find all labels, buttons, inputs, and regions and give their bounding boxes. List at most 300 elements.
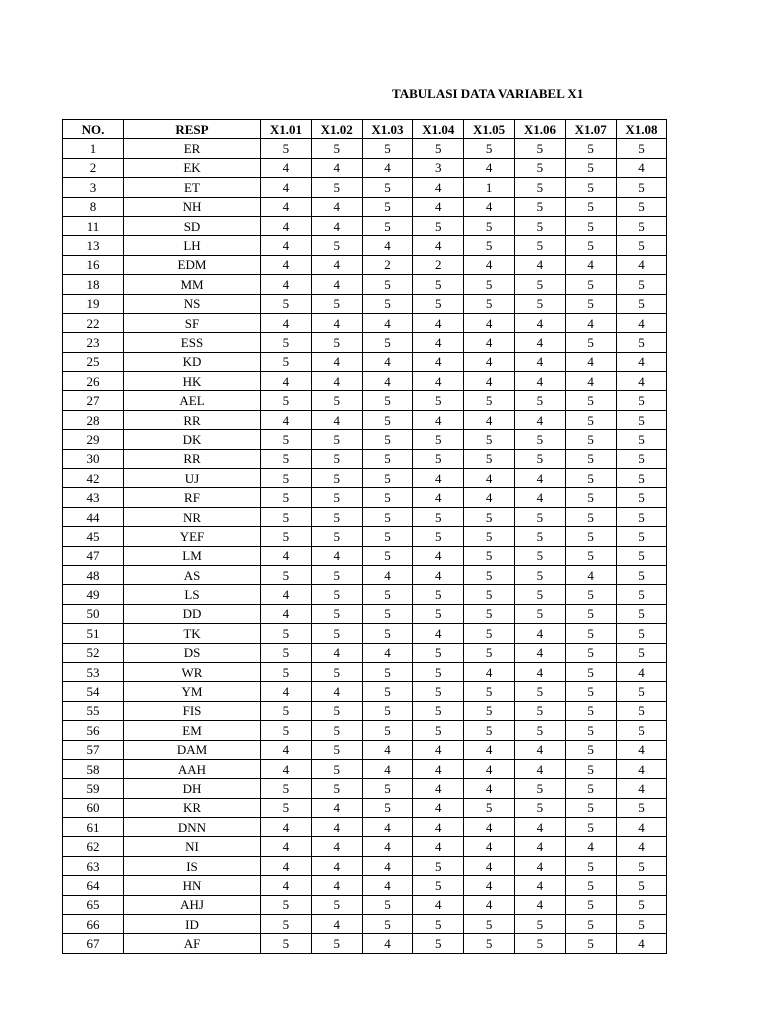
respondent-cell: ID: [124, 915, 261, 934]
score-cell: 5: [261, 565, 312, 584]
score-cell: 5: [565, 604, 616, 623]
score-cell: 4: [311, 915, 362, 934]
score-cell: 4: [261, 585, 312, 604]
score-cell: 4: [413, 469, 464, 488]
score-cell: 4: [464, 333, 515, 352]
score-cell: 4: [261, 818, 312, 837]
score-cell: 5: [261, 721, 312, 740]
score-cell: 5: [413, 876, 464, 895]
table-row: [63, 604, 667, 623]
score-cell: 5: [261, 507, 312, 526]
document-title: TABULASI DATA VARIABEL X1: [392, 86, 584, 101]
score-cell: 4: [261, 197, 312, 216]
row-number-cell: 19: [63, 294, 124, 313]
score-cell: 4: [362, 856, 413, 875]
score-cell: 5: [464, 236, 515, 255]
score-cell: 5: [565, 798, 616, 817]
score-cell: 4: [514, 352, 565, 371]
score-cell: 4: [261, 740, 312, 759]
column-header: X1.02: [311, 120, 362, 139]
score-cell: 4: [311, 410, 362, 429]
score-cell: 4: [413, 488, 464, 507]
respondent-cell: YM: [124, 682, 261, 701]
score-cell: 5: [565, 915, 616, 934]
table-row: [63, 410, 667, 429]
score-cell: 5: [464, 527, 515, 546]
respondent-cell: DD: [124, 604, 261, 623]
row-number-cell: 26: [63, 372, 124, 391]
score-cell: 5: [362, 662, 413, 681]
respondent-cell: UJ: [124, 469, 261, 488]
score-cell: 5: [565, 759, 616, 778]
score-cell: 4: [464, 759, 515, 778]
score-cell: 5: [311, 759, 362, 778]
score-cell: 4: [362, 740, 413, 759]
score-cell: 4: [311, 818, 362, 837]
score-cell: 5: [565, 546, 616, 565]
score-cell: 5: [565, 391, 616, 410]
score-cell: 4: [261, 856, 312, 875]
score-cell: 5: [311, 139, 362, 158]
score-cell: 5: [362, 294, 413, 313]
score-cell: 5: [514, 527, 565, 546]
score-cell: 5: [514, 158, 565, 177]
score-cell: 4: [464, 876, 515, 895]
table-row: [63, 915, 667, 934]
score-cell: 4: [362, 236, 413, 255]
score-cell: 4: [616, 313, 667, 332]
score-cell: 4: [413, 740, 464, 759]
column-header: X1.07: [565, 120, 616, 139]
row-number-cell: 56: [63, 721, 124, 740]
score-cell: 5: [311, 721, 362, 740]
score-cell: 5: [413, 507, 464, 526]
score-cell: 5: [616, 275, 667, 294]
table-row: [63, 372, 667, 391]
score-cell: 4: [413, 818, 464, 837]
score-cell: 2: [413, 255, 464, 274]
respondent-cell: AHJ: [124, 895, 261, 914]
table-row: [63, 662, 667, 681]
score-cell: 4: [261, 178, 312, 197]
row-number-cell: 50: [63, 604, 124, 623]
score-cell: 4: [362, 934, 413, 953]
table-row: [63, 197, 667, 216]
score-cell: 5: [514, 449, 565, 468]
score-cell: 4: [413, 236, 464, 255]
score-cell: 4: [464, 488, 515, 507]
table-row: [63, 779, 667, 798]
score-cell: 4: [362, 837, 413, 856]
respondent-cell: AF: [124, 934, 261, 953]
score-cell: 5: [616, 391, 667, 410]
score-cell: 4: [311, 275, 362, 294]
score-cell: 4: [616, 837, 667, 856]
score-cell: 4: [413, 624, 464, 643]
respondent-cell: EK: [124, 158, 261, 177]
respondent-cell: LS: [124, 585, 261, 604]
score-cell: 4: [362, 643, 413, 662]
respondent-cell: AS: [124, 565, 261, 584]
score-cell: 5: [616, 682, 667, 701]
respondent-cell: TK: [124, 624, 261, 643]
score-cell: 5: [565, 779, 616, 798]
column-header: X1.06: [514, 120, 565, 139]
score-cell: 4: [261, 275, 312, 294]
row-number-cell: 1: [63, 139, 124, 158]
respondent-cell: DNN: [124, 818, 261, 837]
respondent-cell: WR: [124, 662, 261, 681]
score-cell: 5: [311, 294, 362, 313]
score-cell: 5: [616, 333, 667, 352]
score-cell: 5: [362, 915, 413, 934]
score-cell: 4: [311, 682, 362, 701]
score-cell: 5: [514, 565, 565, 584]
score-cell: 5: [413, 856, 464, 875]
score-cell: 5: [616, 915, 667, 934]
table-row: [63, 759, 667, 778]
score-cell: 5: [565, 818, 616, 837]
score-cell: 5: [514, 934, 565, 953]
score-cell: 5: [464, 624, 515, 643]
respondent-cell: HK: [124, 372, 261, 391]
score-cell: 5: [311, 430, 362, 449]
score-cell: 5: [413, 139, 464, 158]
score-cell: 5: [362, 197, 413, 216]
score-cell: 5: [565, 507, 616, 526]
score-cell: 5: [362, 895, 413, 914]
score-cell: 4: [464, 469, 515, 488]
score-cell: 4: [514, 624, 565, 643]
column-header: NO.: [63, 120, 124, 139]
score-cell: 5: [413, 585, 464, 604]
score-cell: 5: [413, 527, 464, 546]
score-cell: 4: [413, 372, 464, 391]
row-number-cell: 28: [63, 410, 124, 429]
score-cell: 5: [362, 469, 413, 488]
score-cell: 5: [565, 876, 616, 895]
score-cell: 5: [362, 488, 413, 507]
score-cell: 4: [514, 255, 565, 274]
score-cell: 5: [261, 527, 312, 546]
score-cell: 5: [616, 469, 667, 488]
respondent-cell: EDM: [124, 255, 261, 274]
score-cell: 4: [261, 546, 312, 565]
score-cell: 1: [464, 178, 515, 197]
score-cell: 5: [616, 527, 667, 546]
table-row: [63, 740, 667, 759]
score-cell: 4: [464, 197, 515, 216]
score-cell: 4: [311, 546, 362, 565]
score-cell: 4: [514, 410, 565, 429]
score-cell: 4: [514, 333, 565, 352]
score-cell: 5: [413, 662, 464, 681]
row-number-cell: 65: [63, 895, 124, 914]
table-row: [63, 701, 667, 720]
score-cell: 5: [261, 779, 312, 798]
row-number-cell: 11: [63, 216, 124, 235]
score-cell: 5: [565, 624, 616, 643]
score-cell: 5: [464, 449, 515, 468]
score-cell: 4: [616, 818, 667, 837]
column-header: X1.01: [261, 120, 312, 139]
score-cell: 5: [362, 430, 413, 449]
column-header: RESP: [124, 120, 261, 139]
score-cell: 5: [413, 721, 464, 740]
score-cell: 5: [362, 527, 413, 546]
score-cell: 5: [464, 934, 515, 953]
score-cell: 4: [362, 876, 413, 895]
score-cell: 5: [362, 178, 413, 197]
table-row: [63, 139, 667, 158]
score-cell: 5: [616, 294, 667, 313]
score-cell: 4: [464, 818, 515, 837]
score-cell: 5: [464, 585, 515, 604]
score-cell: 5: [616, 895, 667, 914]
score-cell: 5: [311, 604, 362, 623]
row-number-cell: 42: [63, 469, 124, 488]
score-cell: 5: [514, 178, 565, 197]
score-cell: 5: [565, 178, 616, 197]
score-cell: 5: [514, 139, 565, 158]
score-cell: 5: [261, 662, 312, 681]
score-cell: 4: [616, 662, 667, 681]
score-cell: 5: [311, 333, 362, 352]
score-cell: 5: [261, 294, 312, 313]
score-cell: 4: [311, 837, 362, 856]
score-cell: 4: [362, 158, 413, 177]
score-cell: 5: [464, 294, 515, 313]
score-cell: 5: [311, 662, 362, 681]
score-cell: 5: [311, 507, 362, 526]
score-cell: 5: [362, 798, 413, 817]
score-cell: 5: [413, 391, 464, 410]
score-cell: 5: [362, 701, 413, 720]
score-cell: 5: [261, 391, 312, 410]
table-row: [63, 469, 667, 488]
score-cell: 5: [261, 701, 312, 720]
respondent-cell: RR: [124, 449, 261, 468]
score-cell: 4: [413, 313, 464, 332]
score-cell: 4: [311, 643, 362, 662]
score-cell: 4: [413, 798, 464, 817]
row-number-cell: 55: [63, 701, 124, 720]
respondent-cell: KR: [124, 798, 261, 817]
score-cell: 5: [311, 178, 362, 197]
respondent-cell: KD: [124, 352, 261, 371]
score-cell: 5: [514, 915, 565, 934]
score-cell: 5: [514, 216, 565, 235]
score-cell: 5: [261, 488, 312, 507]
score-cell: 5: [565, 294, 616, 313]
score-cell: 4: [261, 255, 312, 274]
score-cell: 4: [514, 372, 565, 391]
score-cell: 4: [565, 352, 616, 371]
score-cell: 4: [362, 352, 413, 371]
score-cell: 5: [464, 216, 515, 235]
score-cell: 4: [514, 643, 565, 662]
row-number-cell: 58: [63, 759, 124, 778]
score-cell: 5: [362, 546, 413, 565]
score-cell: 4: [311, 255, 362, 274]
score-cell: 5: [362, 604, 413, 623]
row-number-cell: 53: [63, 662, 124, 681]
table-row: [63, 294, 667, 313]
score-cell: 4: [514, 313, 565, 332]
score-cell: 4: [362, 372, 413, 391]
score-cell: 4: [362, 565, 413, 584]
respondent-cell: AEL: [124, 391, 261, 410]
score-cell: 4: [514, 837, 565, 856]
row-number-cell: 22: [63, 313, 124, 332]
column-header: X1.03: [362, 120, 413, 139]
score-cell: 5: [311, 527, 362, 546]
score-cell: 5: [616, 197, 667, 216]
row-number-cell: 62: [63, 837, 124, 856]
score-cell: 5: [464, 546, 515, 565]
score-cell: 4: [261, 682, 312, 701]
score-cell: 5: [464, 915, 515, 934]
table-header-row: [63, 120, 667, 139]
respondent-cell: LM: [124, 546, 261, 565]
table-row: [63, 585, 667, 604]
score-cell: 4: [464, 662, 515, 681]
score-cell: 5: [514, 721, 565, 740]
score-cell: 5: [261, 915, 312, 934]
row-number-cell: 43: [63, 488, 124, 507]
table-row: [63, 275, 667, 294]
table-body: [63, 139, 667, 953]
table-row: [63, 856, 667, 875]
table-row: [63, 895, 667, 914]
score-cell: 5: [565, 449, 616, 468]
score-cell: 5: [616, 565, 667, 584]
score-cell: 5: [362, 410, 413, 429]
respondent-cell: YEF: [124, 527, 261, 546]
score-cell: 4: [616, 255, 667, 274]
score-cell: 5: [413, 643, 464, 662]
score-cell: 4: [514, 759, 565, 778]
score-cell: 4: [616, 779, 667, 798]
score-cell: 4: [514, 895, 565, 914]
score-cell: 4: [464, 255, 515, 274]
score-cell: 4: [464, 856, 515, 875]
score-cell: 5: [261, 352, 312, 371]
row-number-cell: 23: [63, 333, 124, 352]
respondent-cell: SD: [124, 216, 261, 235]
score-cell: 5: [261, 449, 312, 468]
score-cell: 5: [514, 546, 565, 565]
score-cell: 5: [616, 604, 667, 623]
score-cell: 4: [261, 837, 312, 856]
table-row: [63, 818, 667, 837]
score-cell: 5: [616, 216, 667, 235]
score-cell: 5: [565, 139, 616, 158]
score-cell: 5: [261, 934, 312, 953]
respondent-cell: HN: [124, 876, 261, 895]
respondent-cell: RR: [124, 410, 261, 429]
row-number-cell: 44: [63, 507, 124, 526]
score-cell: 4: [261, 313, 312, 332]
row-number-cell: 3: [63, 178, 124, 197]
respondent-cell: NS: [124, 294, 261, 313]
score-cell: 4: [311, 798, 362, 817]
score-cell: 5: [616, 721, 667, 740]
table-row: [63, 721, 667, 740]
score-cell: 5: [514, 779, 565, 798]
table-row: [63, 430, 667, 449]
score-cell: 4: [311, 313, 362, 332]
score-cell: 5: [464, 507, 515, 526]
data-table: [62, 119, 667, 954]
score-cell: 4: [413, 410, 464, 429]
respondent-cell: DS: [124, 643, 261, 662]
row-number-cell: 59: [63, 779, 124, 798]
score-cell: 5: [514, 236, 565, 255]
score-cell: 4: [514, 740, 565, 759]
score-cell: 5: [311, 236, 362, 255]
score-cell: 5: [565, 585, 616, 604]
score-cell: 4: [413, 352, 464, 371]
score-cell: 5: [565, 662, 616, 681]
column-header: X1.04: [413, 120, 464, 139]
score-cell: 2: [362, 255, 413, 274]
table-row: [63, 236, 667, 255]
score-cell: 5: [616, 178, 667, 197]
table-row: [63, 546, 667, 565]
score-cell: 5: [616, 488, 667, 507]
row-number-cell: 45: [63, 527, 124, 546]
score-cell: 5: [362, 624, 413, 643]
score-cell: 5: [514, 798, 565, 817]
respondent-cell: NR: [124, 507, 261, 526]
score-cell: 4: [464, 779, 515, 798]
respondent-cell: FIS: [124, 701, 261, 720]
score-cell: 5: [362, 682, 413, 701]
score-cell: 4: [362, 759, 413, 778]
score-cell: 5: [261, 469, 312, 488]
score-cell: 4: [413, 197, 464, 216]
score-cell: 5: [514, 701, 565, 720]
score-cell: 5: [311, 740, 362, 759]
score-cell: 5: [565, 197, 616, 216]
score-cell: 4: [413, 779, 464, 798]
score-cell: 5: [464, 721, 515, 740]
score-cell: 4: [464, 837, 515, 856]
score-cell: 4: [261, 158, 312, 177]
score-cell: 4: [514, 662, 565, 681]
score-cell: 5: [311, 469, 362, 488]
table-row: [63, 313, 667, 332]
score-cell: 4: [261, 876, 312, 895]
table-row: [63, 391, 667, 410]
respondent-cell: EM: [124, 721, 261, 740]
score-cell: 5: [616, 430, 667, 449]
row-number-cell: 61: [63, 818, 124, 837]
respondent-cell: SF: [124, 313, 261, 332]
score-cell: 5: [616, 701, 667, 720]
respondent-cell: ESS: [124, 333, 261, 352]
score-cell: 5: [311, 449, 362, 468]
score-cell: 5: [565, 333, 616, 352]
score-cell: 5: [362, 449, 413, 468]
score-cell: 4: [565, 837, 616, 856]
table-row: [63, 527, 667, 546]
score-cell: 5: [261, 643, 312, 662]
row-number-cell: 63: [63, 856, 124, 875]
score-cell: 5: [565, 216, 616, 235]
table-row: [63, 682, 667, 701]
